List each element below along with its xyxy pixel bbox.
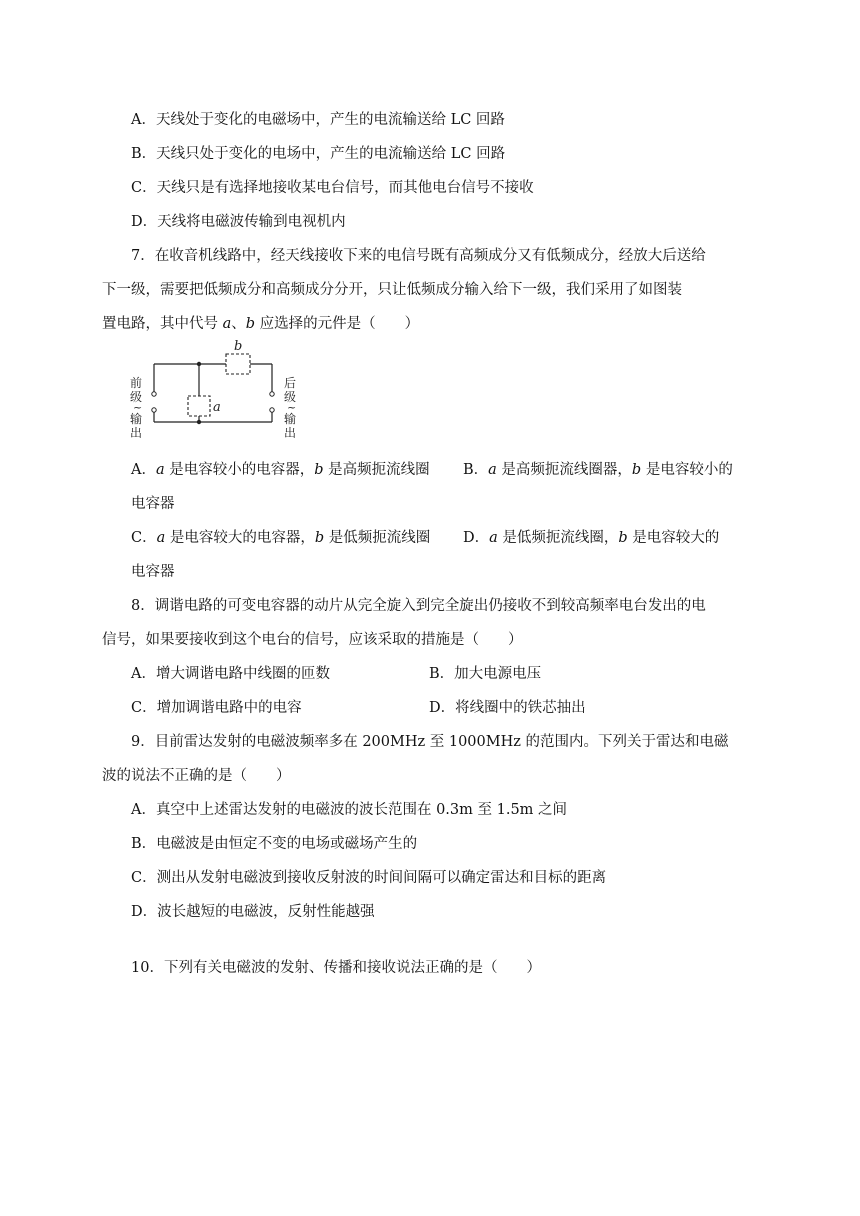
q8-option-c: C．增加调谐电路中的电容 [131, 700, 302, 716]
right-char-5: 出 [284, 426, 297, 440]
q9-stem-line2: 波的说法不正确的是（ ） [102, 768, 291, 784]
q8-stem-line1: 8．调谐电路的可变电容器的动片从完全旋入到完全旋出仍接收不到较高频率电台发出的电 [131, 598, 706, 614]
left-char-3: ~ [133, 401, 143, 414]
left-char-4: 输 [130, 412, 143, 426]
left-char-1: 前 [130, 376, 143, 390]
q9-option-a: A．真空中上述雷达发射的电磁波的波长范围在 0.3m 至 1.5m 之间 [131, 802, 568, 818]
q8-option-a: A．增大调谐电路中线圈的匝数 [131, 666, 330, 682]
q8-stem-line2: 信号，如果要接收到这个电台的信号，应该采取的措施是（ ） [102, 632, 523, 648]
q7-option-d-cont: 电容器 [131, 564, 175, 580]
q7-option-b-cont: 电容器 [131, 496, 175, 512]
q7-stem-line3: 置电路，其中代号 a、b 应选择的元件是（ ） [102, 316, 420, 332]
q9-option-d: D．波长越短的电磁波，反射性能越强 [131, 904, 375, 920]
q6-option-c: C．天线只是有选择地接收某电台信号，而其他电台信号不接收 [131, 180, 534, 196]
right-char-4: 输 [284, 412, 297, 426]
q6-option-a: A．天线处于变化的电磁场中，产生的电流输送给 LC 回路 [131, 112, 505, 128]
q10-stem-line1: 10．下列有关电磁波的发射、传播和接收说法正确的是（ ） [131, 960, 541, 976]
circuit-diagram [124, 338, 314, 450]
q7-stem-line1: 7．在收音机线路中，经天线接收下来的电信号既有高频成分又有低频成分，经放大后送给 [131, 248, 706, 264]
q7-option-b: B．a 是高频扼流线圈器，b 是电容较小的 [463, 462, 733, 478]
q7-option-c: C．a 是电容较大的电容器，b 是低频扼流线圈 [131, 530, 431, 546]
q9-option-c: C．测出从发射电磁波到接收反射波的时间间隔可以确定雷达和目标的距离 [131, 870, 607, 886]
component-b-box [226, 354, 250, 374]
right-terminal-top [270, 392, 274, 396]
q8-option-b: B．加大电源电压 [429, 666, 542, 682]
left-char-2: 级 [130, 390, 143, 404]
q8-option-d: D．将线圈中的铁芯抽出 [429, 700, 586, 716]
right-char-2: 级 [284, 390, 297, 404]
component-a-box [188, 396, 210, 416]
right-terminal-bottom [270, 408, 274, 412]
left-terminal-top [152, 392, 156, 396]
q6-option-d: D．天线将电磁波传输到电视机内 [131, 214, 346, 230]
left-char-5: 出 [130, 426, 143, 440]
q7-option-a: A．a 是电容较小的电容器，b 是高频扼流线圈 [131, 462, 430, 478]
junction-bottom [197, 420, 201, 424]
q6-option-b: B．天线只处于变化的电场中，产生的电流输送给 LC 回路 [131, 146, 506, 162]
q9-option-b: B．电磁波是由恒定不变的电场或磁场产生的 [131, 836, 418, 852]
q9-stem-line1: 9．目前雷达发射的电磁波频率多在 200MHz 至 1000MHz 的范围内。下列关于雷达和电磁 [131, 734, 729, 750]
left-terminal-bottom [152, 408, 156, 412]
right-char-3: ~ [287, 401, 297, 414]
junction-top [197, 362, 201, 366]
q7-stem-line2: 下一级，需要把低频成分和高频成分分开，只让低频成分输入给下一级，我们采用了如图装 [102, 282, 682, 298]
label-a: a [213, 400, 221, 415]
label-b: b [234, 339, 243, 354]
q7-option-d: D．a 是低频扼流线圈，b 是电容较大的 [463, 530, 720, 546]
right-char-1: 后 [284, 376, 297, 390]
